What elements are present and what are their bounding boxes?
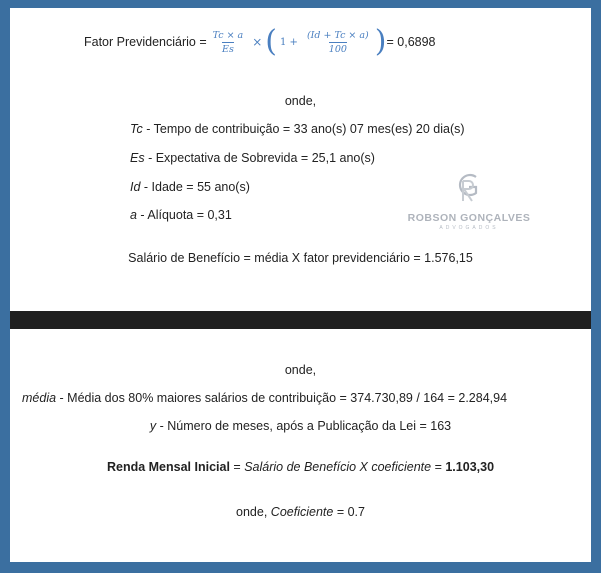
media-description: - Média dos 80% maiores salários de contribuição = 374.730,89 / 164 = 2.284,94 xyxy=(56,391,508,405)
fraction-id-tc-a xyxy=(305,30,371,55)
coeficiente-line xyxy=(10,505,591,519)
id-line xyxy=(130,180,250,194)
fraction-denominator-2: 100 xyxy=(328,43,347,55)
fraction-numerator: Tc × a xyxy=(212,29,244,41)
es-line xyxy=(130,151,375,165)
id-description: - Idade = 55 ano(s) xyxy=(140,180,250,194)
coef-value: = 0.7 xyxy=(333,505,365,519)
es-description: - Expectativa de Sobrevida = 25,1 ano(s) xyxy=(144,151,375,165)
renda-mensal-line xyxy=(10,460,591,474)
fraction-numerator-2: (Id + Tc × a) xyxy=(306,29,369,41)
y-description: - Número de meses, após a Publicação da Lei = 163 xyxy=(156,419,452,433)
onde-label-2: onde, xyxy=(284,363,317,377)
media-variable: média xyxy=(22,391,57,405)
logo-subtitle: ADVOGADOS xyxy=(439,225,499,231)
onde-label: onde, xyxy=(284,94,317,108)
section-divider xyxy=(10,311,591,329)
formula-lhs: Fator Previdenciário = xyxy=(84,35,207,49)
top-panel xyxy=(10,8,591,311)
y-line xyxy=(10,419,591,433)
bottom-panel xyxy=(10,329,591,562)
fraction-tc-es xyxy=(211,30,246,55)
tc-variable: Tc xyxy=(130,122,143,136)
open-paren: ( xyxy=(265,24,278,59)
tc-description: - Tempo de contribuição = 33 ano(s) 07 mes(es) 20 dia(s) xyxy=(142,122,465,136)
a-variable: a xyxy=(130,208,137,222)
id-variable: Id xyxy=(130,180,141,194)
a-line xyxy=(130,208,232,222)
rmi-formula: Salário de Benefício X coeficiente xyxy=(244,460,432,474)
coef-prefix: onde, xyxy=(236,505,271,519)
salario-beneficio-line: Salário de Benefício = média X fator previdenciário = 1.576,15 xyxy=(128,251,473,265)
rmi-equals: = xyxy=(229,460,245,474)
close-paren: ) xyxy=(374,24,387,59)
media-line xyxy=(22,391,507,405)
fator-previdenciario-formula xyxy=(84,18,436,66)
es-variable: Es xyxy=(130,151,145,165)
rmi-label: Renda Mensal Inicial xyxy=(106,460,230,474)
logo-name: ROBSON GONÇALVES xyxy=(407,212,531,224)
tc-line xyxy=(130,122,465,136)
one-plus: 1 + xyxy=(280,36,298,48)
coef-variable: Coeficiente xyxy=(270,505,334,519)
rmi-value: 1.103,30 xyxy=(445,460,495,474)
y-variable: y xyxy=(149,419,157,433)
rg-monogram-icon xyxy=(454,171,484,205)
formula-result: = 0,6898 xyxy=(386,35,436,49)
a-description: - Alíquota = 0,31 xyxy=(136,208,232,222)
fraction-denominator: Es xyxy=(222,43,234,55)
watermark-logo xyxy=(394,171,544,231)
rmi-equals-2: = xyxy=(431,460,446,474)
times-operator: × xyxy=(252,35,263,49)
